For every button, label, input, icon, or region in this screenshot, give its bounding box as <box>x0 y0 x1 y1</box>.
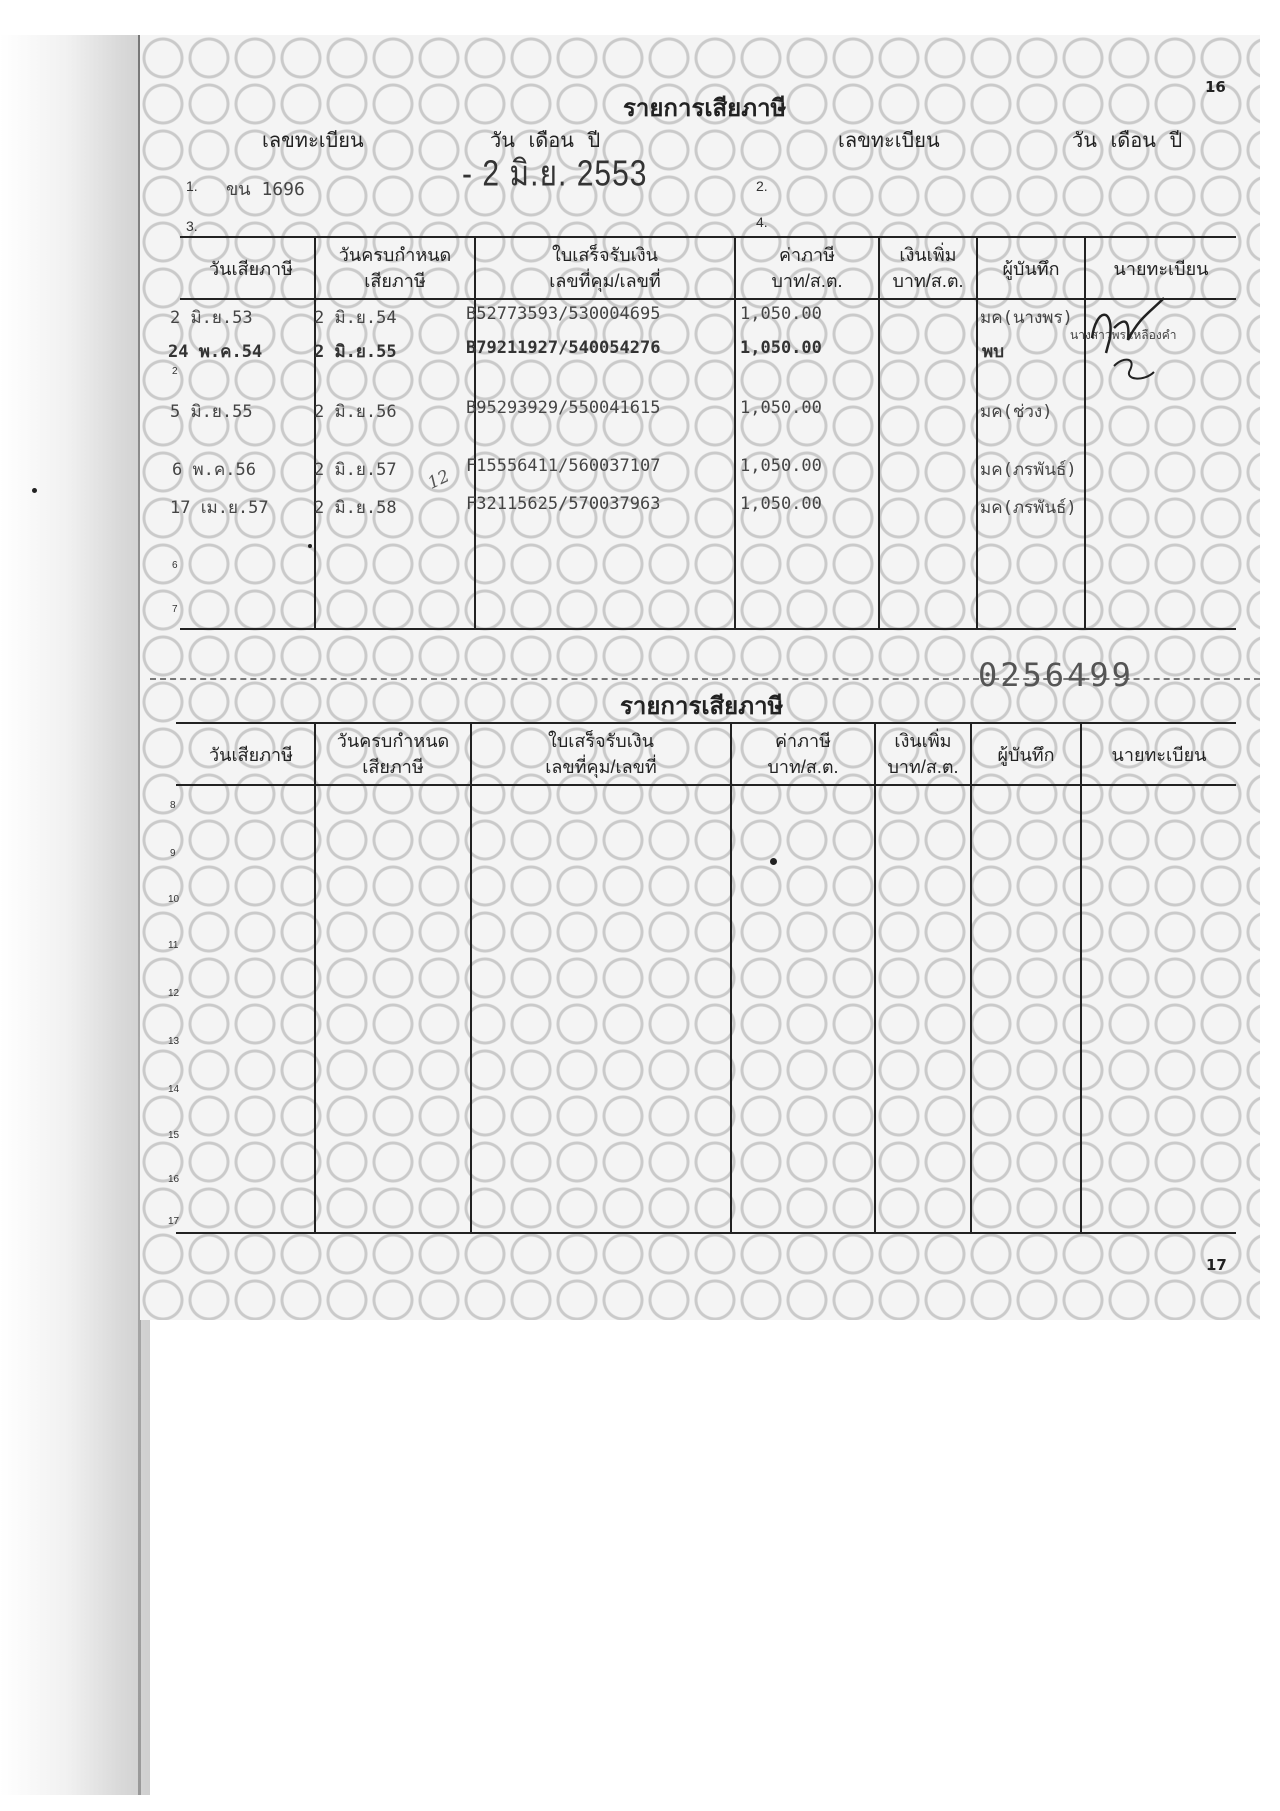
col-header-tax: ค่าภาษี บาท/ส.ต. <box>771 245 843 291</box>
bottom-table-bottom-border <box>176 1232 1236 1234</box>
row-index: 13 <box>168 1036 180 1047</box>
col-header-paid-date: วันเสียภาษี <box>209 259 293 279</box>
date-label-right: วัน เดือน ปี <box>1072 130 1183 152</box>
registration-slot-3: 3. <box>186 218 198 234</box>
scan-speck <box>308 544 312 548</box>
registration-slot-4: 4. <box>756 214 768 230</box>
scan-speck <box>770 858 777 865</box>
registration-slot-2: 2. <box>756 178 768 194</box>
tax-amount-cell: 1,050.00 <box>740 456 822 476</box>
col-header-recorder: ผู้บันทึก <box>1002 259 1060 279</box>
registration-value-1: ขน 1696 <box>226 179 305 200</box>
registration-label-right: เลขทะเบียน <box>838 130 940 152</box>
tax-amount-cell: 1,050.00 <box>740 304 822 324</box>
recorder-cell: มค(นางพร) <box>980 308 1073 328</box>
recorder-cell: มค(ภรพันธ์) <box>980 460 1077 480</box>
recorder-cell: มค(ช่วง) <box>980 402 1053 422</box>
col-header-receipt: ใบเสร็จรับเงิน เลขที่คุม/เลขที่ <box>549 245 661 291</box>
due-date-cell: 2 มิ.ย.56 <box>314 402 397 422</box>
bottom-table-col-divider <box>874 722 876 1234</box>
registration-slot-1: 1. <box>186 178 198 194</box>
bottom-table-col-divider <box>470 722 472 1234</box>
tax-record-title-bottom: รายการเสียภาษี <box>620 691 784 720</box>
paid-date-cell: 24 พ.ค.54 <box>168 342 263 362</box>
receipt-cell: B95293929/550041615 <box>466 398 661 418</box>
top-table-header-border <box>180 298 1236 300</box>
due-date-cell: 2 มิ.ย.55 <box>314 342 397 362</box>
date-label-left: วัน เดือน ปี <box>490 130 601 152</box>
scan-edge-shadow <box>0 35 150 1795</box>
row-index: 16 <box>168 1174 180 1185</box>
tax-amount-cell: 1,050.00 <box>740 398 822 418</box>
receipt-cell: B79211927/540054276 <box>466 338 661 358</box>
registrar-cell: นางสาวพร เหลืองคำ <box>1070 328 1177 342</box>
top-table-col-divider <box>976 236 978 630</box>
bottom-table-col-divider <box>1080 722 1082 1234</box>
paid-date-cell: 5 มิ.ย.55 <box>170 402 253 422</box>
col-header-due-date: วันครบกำหนด เสียภาษี <box>338 245 452 291</box>
tax-record-title: รายการเสียภาษี <box>623 93 787 122</box>
due-date-cell: 2 มิ.ย.54 <box>314 308 397 328</box>
registration-label-left: เลขทะเบียน <box>262 130 364 152</box>
col-header-surcharge: เงินเพิ่ม บาท/ส.ต. <box>892 245 964 291</box>
bottom-table-col-divider <box>314 722 316 1234</box>
row-index: 11 <box>168 940 179 951</box>
handwritten-note: 12 <box>424 466 453 494</box>
row-index: 10 <box>168 894 180 905</box>
paid-date-cell: 6 พ.ค.56 <box>172 460 256 480</box>
registrar-signature <box>1084 288 1174 388</box>
page-number-top: 16 <box>1205 78 1226 96</box>
bottom-table-header-border <box>176 784 1236 786</box>
bottom-table-col-divider <box>970 722 972 1234</box>
row-index: 9 <box>170 848 176 859</box>
top-table-col-divider <box>878 236 880 630</box>
col-header-surcharge: เงินเพิ่ม บาท/ส.ต. <box>887 731 959 777</box>
due-date-cell: 2 มิ.ย.57 <box>314 460 397 480</box>
col-header-due-date: วันครบกำหนด เสียภาษี <box>336 731 450 777</box>
col-header-receipt: ใบเสร็จรับเงิน เลขที่คุม/เลขที่ <box>545 731 657 777</box>
col-header-recorder: ผู้บันทึก <box>997 745 1055 765</box>
row-index: 12 <box>168 988 180 999</box>
row-index: 7 <box>172 604 178 615</box>
page-number-bottom: 17 <box>1206 1256 1227 1274</box>
col-header-tax: ค่าภาษี บาท/ส.ต. <box>767 731 839 777</box>
scan-speck <box>32 488 37 493</box>
paid-date-cell: 2 มิ.ย.53 <box>170 308 253 328</box>
recorder-cell: มค(ภรพันธ์) <box>980 498 1077 518</box>
tax-amount-cell: 1,050.00 <box>740 494 822 514</box>
top-table-bottom-border <box>180 628 1236 630</box>
row-index: 17 <box>168 1216 180 1227</box>
row-index: 6 <box>172 560 178 571</box>
bottom-table-top-border <box>176 722 1236 724</box>
bottom-table-col-divider <box>730 722 732 1234</box>
row-index: 14 <box>168 1084 180 1095</box>
col-header-paid-date: วันเสียภาษี <box>209 745 293 765</box>
recorder-cell: พบ <box>982 342 1004 362</box>
top-table-col-divider <box>734 236 736 630</box>
top-table-top-border <box>180 236 1236 238</box>
top-table-col-divider <box>314 236 316 630</box>
receipt-cell: F32115625/570037963 <box>466 494 661 514</box>
paid-date-cell: 17 เม.ย.57 <box>170 498 269 518</box>
due-date-cell: 2 มิ.ย.58 <box>314 498 397 518</box>
receipt-cell: F15556411/560037107 <box>466 456 661 476</box>
row-index: 8 <box>170 800 176 811</box>
tax-amount-cell: 1,050.00 <box>740 338 822 358</box>
receipt-cell: B52773593/530004695 <box>466 304 661 324</box>
col-header-registrar: นายทะเบียน <box>1113 259 1209 279</box>
row-index: 15 <box>168 1130 180 1141</box>
registration-date-stamp: - 2 มิ.ย. 2553 <box>462 154 648 194</box>
serial-number: 0256499 <box>978 656 1134 694</box>
col-header-registrar: นายทะเบียน <box>1111 745 1207 765</box>
top-table-col-divider <box>474 236 476 630</box>
row-index: 2 <box>172 366 178 377</box>
